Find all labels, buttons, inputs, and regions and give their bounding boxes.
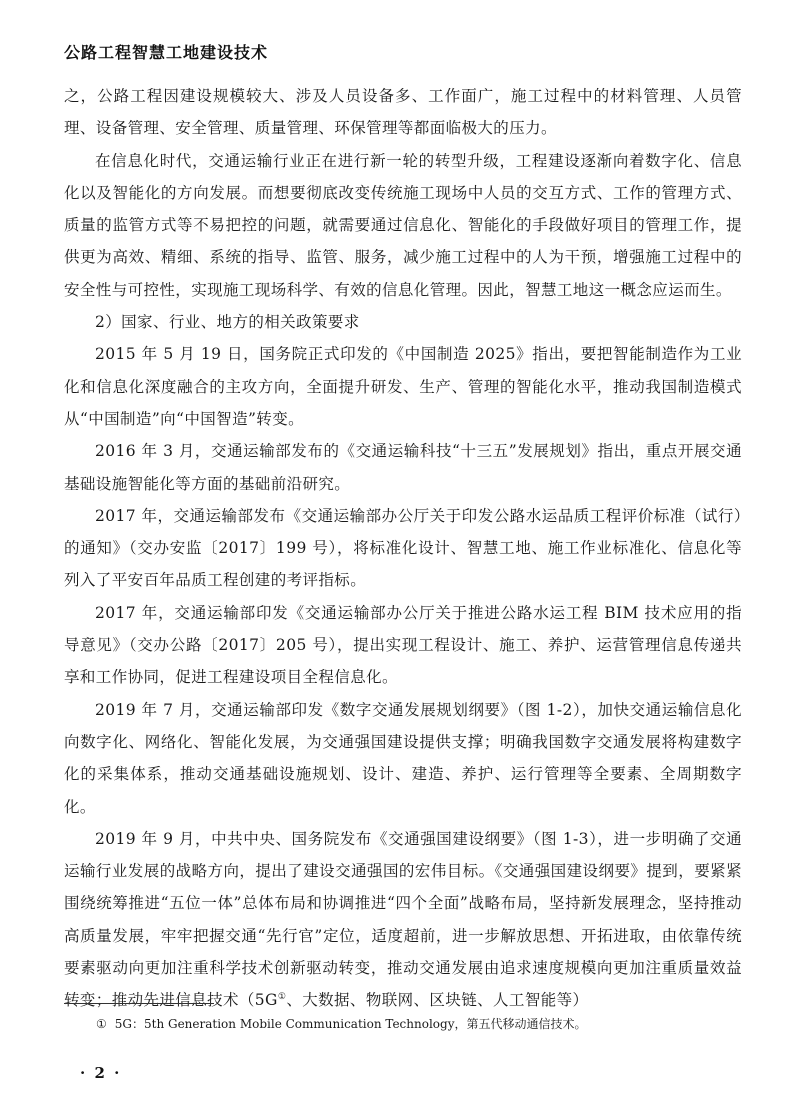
footnote: [96, 1015, 586, 1033]
page-number: · 2 ·: [80, 1064, 122, 1082]
running-header: 公路工程智慧工地建设技术: [64, 43, 269, 62]
paragraph-6: 2017 年，交通运输部印发《交通运输部办公厅关于推进公路水运工程 BIM 技术应用的指导意见》（交办公路〔2017〕205 号），提出实现工程设计、施工、养护、运营管理信息传递共享和工作协同，促进工程建设项目全程信息化。: [64, 603, 742, 687]
paragraph-8: [64, 823, 742, 1017]
paragraph-2: 在信息化时代，交通运输行业正在进行新一轮的转型升级，工程建设逐渐向着数字化、信息化以及智能化的方向发展。而想要彻底改变传统施工现场中人员的交互方式、工作的管理方式、质量的监管方式等不易把控的问题，就需要通过信息化、智能化的手段做好项目的管理工作，提供更为高效、精细、系统的指导、监管、服务，减少施工过程中的人为干预，增强施工过程中的安全性与可控性，实现施工现场科学、有效的信息化管理。因此，智慧工地这一概念应运而生。: [64, 151, 742, 299]
paragraph-1: 之，公路工程因建设规模较大、涉及人员设备多、工作面广，施工过程中的材料管理、人员管理、设备管理、安全管理、质量管理、环保管理等都面临极大的压力。: [64, 87, 742, 138]
paragraph-5: 2017 年，交通运输部发布《交通运输部办公厅关于印发公路水运品质工程评价标准（试行）的通知》（交办安监〔2017〕199 号），将标准化设计、智慧工地、施工作业标准化、信息化等列入了平安百年品质工程创建的考评指标。: [64, 506, 742, 590]
section-heading: 2）国家、行业、地方的相关政策要求: [95, 313, 360, 332]
footnote-text: 5G：5th Generation Mobile Communication Technology，第五代移动通信技术。: [114, 1017, 587, 1031]
footnote-reference: ①: [277, 992, 287, 1003]
paragraph-8-text-end: 、大数据、物联网、区块链、人工智能等）: [286, 991, 589, 1010]
body-text: [64, 80, 742, 1017]
paragraph-8-text: 2019 年 9 月，中共中央、国务院发布《交通强国建设纲要》（图 1-3），进一步明确了交通运输行业发展的战略方向，提出了建设交通强国的宏伟目标。《交通强国建设纲要》提到，要紧紧围绕统筹推进“五位一体”总体布局和协调推进“四个全面”战略布局，坚持新发展理念，坚持推动高质量发展，牢牢把握交通“先行官”定位，适度超前，进一步解放思想、开拓进取，由依靠传统要素驱动向更加注重科学技术创新驱动转变，推动交通发展由追求速度规模向更加注重质量效益转变；推动先进信息技术（5G: [64, 829, 742, 1010]
paragraph-7: 2019 年 7 月，交通运输部印发《数字交通发展规划纲要》（图 1-2），加快交通运输信息化向数字化、网络化、智能化发展，为交通强国建设提供支撑；明确我国数字交通发展将构建数字化的采集体系，推动交通基础设施规划、设计、建造、养护、运行管理等全要素、全周期数字化。: [64, 700, 742, 816]
paragraph-3: 2015 年 5 月 19 日，国务院正式印发的《中国制造 2025》指出，要把智能制造作为工业化和信息化深度融合的主攻方向，全面提升研发、生产、管理的智能化水平，推动我国制造模式从“中国制造”向“中国智造”转变。: [64, 345, 742, 428]
footnote-divider: [64, 1003, 214, 1004]
paragraph-4: 2016 年 3 月，交通运输部发布的《交通运输科技“十三五”发展规划》指出，重点开展交通基础设施智能化等方面的基础前沿研究。: [64, 442, 742, 493]
footnote-marker: ①: [96, 1017, 107, 1031]
